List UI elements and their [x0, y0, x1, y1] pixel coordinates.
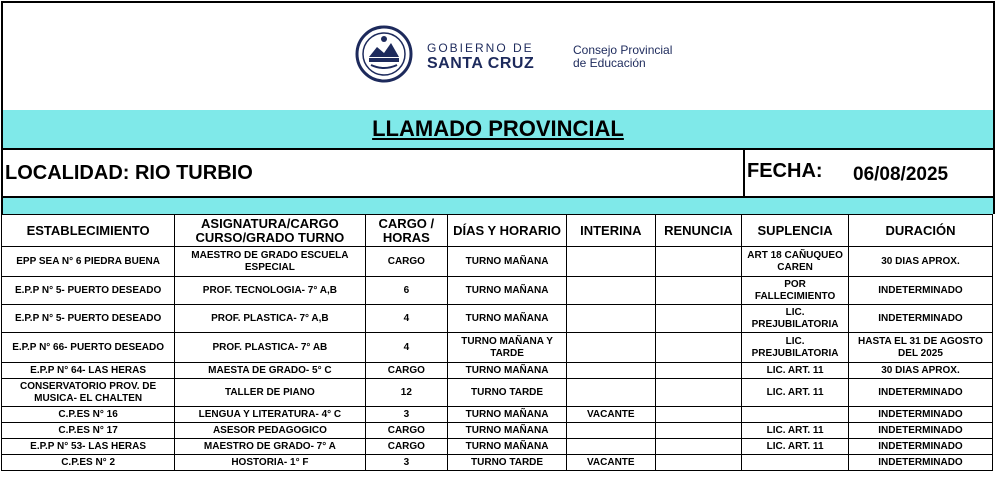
table-cell: TURNO MAÑANA [448, 407, 567, 423]
council-line-2: de Educación [573, 56, 646, 70]
locality-cell [3, 150, 745, 196]
table-row [2, 423, 993, 439]
table-cell: INDETERMINADO [848, 423, 992, 439]
table-cell [655, 363, 742, 379]
column-header: SUPLENCIA [742, 215, 849, 247]
table-cell: TALLER DE PIANO [175, 379, 365, 407]
column-header: ESTABLECIMIENTO [2, 215, 175, 247]
table-cell: TURNO TARDE [448, 455, 567, 471]
table-cell: INDETERMINADO [848, 455, 992, 471]
table-cell [566, 423, 655, 439]
column-header: DURACIÓN [848, 215, 992, 247]
gov-line-1: GOBIERNO DE [427, 41, 534, 55]
table-cell: LIC. ART. 11 [742, 423, 849, 439]
table-cell: 6 [365, 277, 448, 305]
table-cell [566, 379, 655, 407]
table-cell: LIC. PREJUBILATORIA [742, 333, 849, 363]
table-cell: LIC. ART. 11 [742, 363, 849, 379]
table-cell: E.P.P N° 53- LAS HERAS [2, 439, 175, 455]
table-cell [655, 407, 742, 423]
table-cell: TURNO MAÑANA [448, 305, 567, 333]
table-cell: CARGO [365, 247, 448, 277]
table-cell [566, 277, 655, 305]
vacancy-table [1, 214, 993, 471]
table-cell: E.P.P N° 66- PUERTO DESEADO [2, 333, 175, 363]
table-cell: LIC. ART. 11 [742, 439, 849, 455]
table-cell: CARGO [365, 363, 448, 379]
table-body [2, 247, 993, 471]
table-cell [566, 439, 655, 455]
table-row [2, 277, 993, 305]
table-cell: TURNO MAÑANA [448, 423, 567, 439]
table-cell: C.P.ES N° 17 [2, 423, 175, 439]
table-cell: TURNO MAÑANA [448, 439, 567, 455]
locality-row [1, 150, 995, 198]
table-cell: ART 18 CAÑUQUEO CAREN [742, 247, 849, 277]
table-cell: LIC. PREJUBILATORIA [742, 305, 849, 333]
table-cell [655, 455, 742, 471]
table-cell: MAESTRO DE GRADO ESCUELA ESPECIAL [175, 247, 365, 277]
table-row [2, 407, 993, 423]
table-cell: 30 DIAS APROX. [848, 363, 992, 379]
table-row [2, 305, 993, 333]
table-cell: TURNO MAÑANA Y TARDE [448, 333, 567, 363]
table-cell: 4 [365, 305, 448, 333]
table-cell: C.P.ES N° 2 [2, 455, 175, 471]
table-cell: 30 DIAS APROX. [848, 247, 992, 277]
table-cell: E.P.P N° 64- LAS HERAS [2, 363, 175, 379]
column-header: INTERINA [566, 215, 655, 247]
title-band [1, 110, 995, 150]
table-cell: C.P.ES N° 16 [2, 407, 175, 423]
council-line-1: Consejo Provincial [573, 43, 673, 57]
table-cell: TURNO MAÑANA [448, 363, 567, 379]
column-header: DÍAS Y HORARIO [448, 215, 567, 247]
table-cell: ASESOR PEDAGOGICO [175, 423, 365, 439]
table-cell: CONSERVATORIO PROV. DE MUSICA- EL CHALTEN [2, 379, 175, 407]
table-cell [655, 277, 742, 305]
table-cell: INDETERMINADO [848, 407, 992, 423]
table-cell [742, 455, 849, 471]
table-cell: 3 [365, 455, 448, 471]
table-cell: TURNO MAÑANA [448, 247, 567, 277]
table-cell: EPP SEA N° 6 PIEDRA BUENA [2, 247, 175, 277]
logo-block [355, 25, 715, 85]
table-cell [655, 379, 742, 407]
table-cell [742, 407, 849, 423]
province-seal-icon [355, 25, 413, 83]
table-cell: PROF. PLASTICA- 7° A,B [175, 305, 365, 333]
separator-band [1, 198, 995, 214]
table-cell [655, 333, 742, 363]
table-cell [566, 305, 655, 333]
table-cell [655, 247, 742, 277]
gov-line-2: SANTA CRUZ [427, 55, 535, 72]
table-cell: HOSTORIA- 1° F [175, 455, 365, 471]
table-cell: POR FALLECIMIENTO [742, 277, 849, 305]
table-cell [566, 363, 655, 379]
table-cell: TURNO TARDE [448, 379, 567, 407]
table-cell [655, 439, 742, 455]
table-cell: VACANTE [566, 455, 655, 471]
table-cell [566, 247, 655, 277]
table-cell: VACANTE [566, 407, 655, 423]
table-cell: LENGUA Y LITERATURA- 4° C [175, 407, 365, 423]
table-cell: INDETERMINADO [848, 439, 992, 455]
date-value: 06/08/2025 [853, 164, 949, 185]
table-cell: PROF. TECNOLOGIA- 7° A,B [175, 277, 365, 305]
table-row [2, 379, 993, 407]
table-row [2, 455, 993, 471]
page-title: LLAMADO PROVINCIAL [372, 116, 624, 141]
column-header: ASIGNATURA/CARGO CURSO/GRADO TURNO [175, 215, 365, 247]
column-header: CARGO / HORAS [365, 215, 448, 247]
table-cell: 4 [365, 333, 448, 363]
table-cell: PROF. PLASTICA- 7° AB [175, 333, 365, 363]
header-box [1, 1, 995, 112]
table-cell: CARGO [365, 423, 448, 439]
table-cell: INDETERMINADO [848, 305, 992, 333]
table-cell: 12 [365, 379, 448, 407]
table-cell [566, 333, 655, 363]
table-cell: E.P.P N° 5- PUERTO DESEADO [2, 305, 175, 333]
table-cell: INDETERMINADO [848, 379, 992, 407]
locality-text: LOCALIDAD: RIO TURBIO [5, 161, 253, 184]
table-row [2, 333, 993, 363]
table-row [2, 247, 993, 277]
table-cell: INDETERMINADO [848, 277, 992, 305]
table-cell [655, 423, 742, 439]
table-cell: MAESTRO DE GRADO- 7° A [175, 439, 365, 455]
table-cell: HASTA EL 31 DE AGOSTO DEL 2025 [848, 333, 992, 363]
table-cell: CARGO [365, 439, 448, 455]
table-header-row [2, 215, 993, 247]
table-cell: E.P.P N° 5- PUERTO DESEADO [2, 277, 175, 305]
column-header: RENUNCIA [655, 215, 742, 247]
table-cell: TURNO MAÑANA [448, 277, 567, 305]
table-cell: MAESTA DE GRADO- 5° C [175, 363, 365, 379]
table-row [2, 363, 993, 379]
table-cell: LIC. ART. 11 [742, 379, 849, 407]
table-row [2, 439, 993, 455]
table-cell [655, 305, 742, 333]
table-cell: 3 [365, 407, 448, 423]
date-label: FECHA: [747, 160, 823, 182]
